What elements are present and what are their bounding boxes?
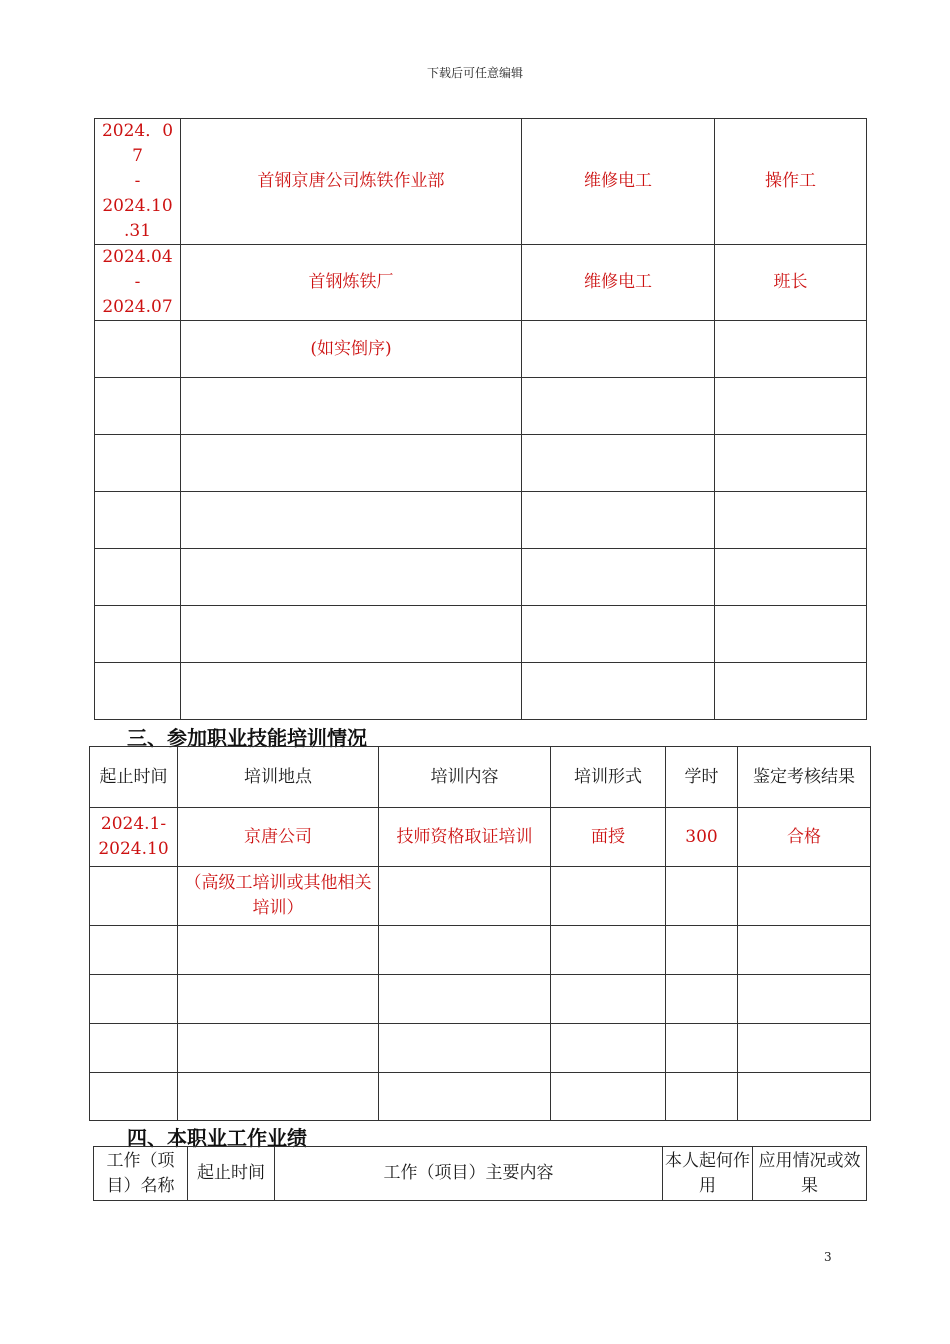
training-table xyxy=(89,746,871,1121)
form-cell xyxy=(551,975,666,1024)
table-row xyxy=(95,663,867,720)
post-cell xyxy=(522,492,715,549)
period-cell xyxy=(90,926,178,975)
unit-cell xyxy=(181,378,522,435)
period-cell xyxy=(95,321,181,378)
location-cell xyxy=(178,1024,379,1073)
form-cell xyxy=(551,1073,666,1121)
section-title-achievements: 四、本职业工作业绩 xyxy=(127,1126,307,1150)
header-result: 鉴定考核结果 xyxy=(738,747,871,808)
form-cell xyxy=(551,1024,666,1073)
location-cell: （高级工培训或其他相关培训） xyxy=(178,867,379,926)
header-main-content: 工作（项目）主要内容 xyxy=(275,1147,663,1201)
hours-cell xyxy=(666,1024,738,1073)
location-cell xyxy=(178,926,379,975)
period-cell xyxy=(95,549,181,606)
period-cell xyxy=(90,1024,178,1073)
period-cell xyxy=(90,975,178,1024)
header-note: 下载后可任意编辑 xyxy=(426,66,523,80)
header-hours: 学时 xyxy=(666,747,738,808)
period-cell xyxy=(95,492,181,549)
period-cell xyxy=(95,663,181,720)
period-cell: 2024.1- 2024.10 xyxy=(90,808,178,867)
period-cell xyxy=(95,378,181,435)
unit-cell: 首钢炼铁厂 xyxy=(181,245,522,321)
result-cell xyxy=(738,926,871,975)
header-row xyxy=(94,1147,867,1201)
content-cell xyxy=(379,926,551,975)
post-cell xyxy=(522,606,715,663)
result-cell xyxy=(738,867,871,926)
form-cell: 面授 xyxy=(551,808,666,867)
result-cell xyxy=(738,1024,871,1073)
role-cell: 操作工 xyxy=(715,119,867,245)
table-row xyxy=(90,926,871,975)
location-cell: 京唐公司 xyxy=(178,808,379,867)
content-cell xyxy=(379,867,551,926)
unit-cell xyxy=(181,435,522,492)
post-cell: 维修电工 xyxy=(522,245,715,321)
unit-cell: (如实倒序) xyxy=(181,321,522,378)
section-title-training: 三、参加职业技能培训情况 xyxy=(127,726,367,750)
unit-cell xyxy=(181,606,522,663)
result-cell xyxy=(738,975,871,1024)
header-role: 本人起何作用 xyxy=(663,1147,753,1201)
location-cell xyxy=(178,1073,379,1121)
role-cell: 班长 xyxy=(715,245,867,321)
table-row xyxy=(95,606,867,663)
table-row xyxy=(95,245,867,321)
post-cell xyxy=(522,378,715,435)
header-project-name: 工作（项目）名称 xyxy=(94,1147,188,1201)
role-cell xyxy=(715,663,867,720)
table-row xyxy=(90,1073,871,1121)
result-cell xyxy=(738,1073,871,1121)
period-cell xyxy=(95,435,181,492)
page-number: 3 xyxy=(824,1250,832,1264)
table-row xyxy=(95,321,867,378)
unit-cell xyxy=(181,492,522,549)
header-form: 培训形式 xyxy=(551,747,666,808)
post-cell xyxy=(522,321,715,378)
post-cell xyxy=(522,549,715,606)
content-cell xyxy=(379,1073,551,1121)
table-row xyxy=(95,119,867,245)
unit-cell xyxy=(181,549,522,606)
header-period: 起止时间 xyxy=(188,1147,275,1201)
content-cell: 技师资格取证培训 xyxy=(379,808,551,867)
role-cell xyxy=(715,549,867,606)
post-cell xyxy=(522,435,715,492)
hours-cell xyxy=(666,1073,738,1121)
role-cell xyxy=(715,435,867,492)
table-row xyxy=(95,492,867,549)
hours-cell xyxy=(666,975,738,1024)
post-cell xyxy=(522,663,715,720)
table-row xyxy=(90,867,871,926)
table-row xyxy=(90,808,871,867)
table-row xyxy=(95,435,867,492)
unit-cell xyxy=(181,663,522,720)
period-cell xyxy=(90,1073,178,1121)
role-cell xyxy=(715,492,867,549)
table-row xyxy=(95,378,867,435)
hours-cell xyxy=(666,926,738,975)
hours-cell: 300 xyxy=(666,808,738,867)
work-history-table xyxy=(94,118,867,720)
period-cell xyxy=(90,867,178,926)
period-cell: 2024．0 7 - 2024.10 .31 xyxy=(95,119,181,245)
location-cell xyxy=(178,975,379,1024)
header-location: 培训地点 xyxy=(178,747,379,808)
content-cell xyxy=(379,975,551,1024)
role-cell xyxy=(715,378,867,435)
table-row xyxy=(90,1024,871,1073)
role-cell xyxy=(715,321,867,378)
post-cell: 维修电工 xyxy=(522,119,715,245)
header-period: 起止时间 xyxy=(90,747,178,808)
table-row xyxy=(95,549,867,606)
form-cell xyxy=(551,926,666,975)
content-cell xyxy=(379,1024,551,1073)
table-row xyxy=(90,975,871,1024)
hours-cell xyxy=(666,867,738,926)
header-row xyxy=(90,747,871,808)
header-effect: 应用情况或效果 xyxy=(753,1147,867,1201)
achievements-table xyxy=(93,1146,867,1201)
unit-cell: 首钢京唐公司炼铁作业部 xyxy=(181,119,522,245)
role-cell xyxy=(715,606,867,663)
header-content: 培训内容 xyxy=(379,747,551,808)
period-cell: 2024.04 - 2024.07 xyxy=(95,245,181,321)
form-cell xyxy=(551,867,666,926)
result-cell: 合格 xyxy=(738,808,871,867)
period-cell xyxy=(95,606,181,663)
